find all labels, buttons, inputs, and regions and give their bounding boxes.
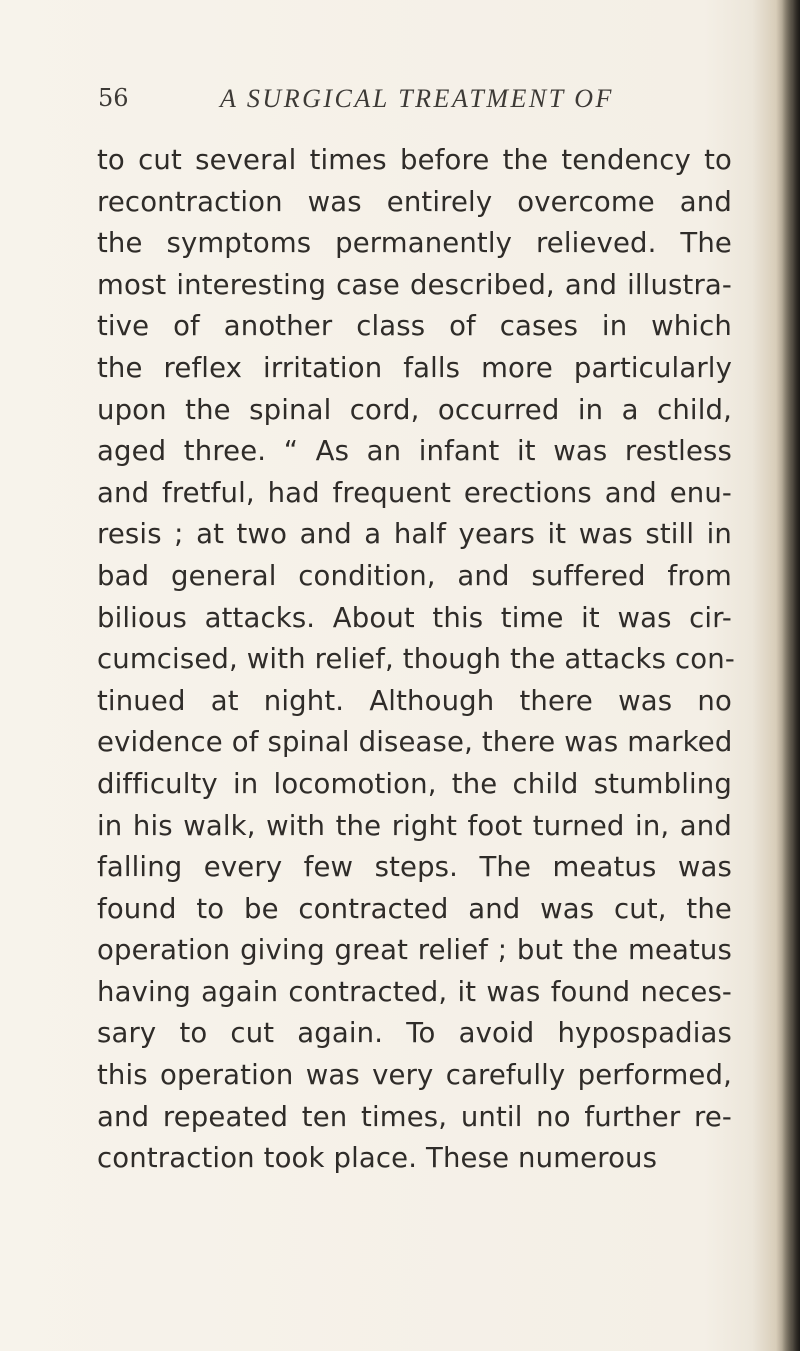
text-line: and fretful, had frequent erections and enu- — [97, 476, 732, 509]
text-line: and repeated ten times, until no further re- — [97, 1100, 732, 1133]
text-line: resis ; at two and a half years it was still in — [97, 518, 732, 551]
text-line: bad general condition, and suffered from — [97, 559, 732, 592]
page-number: 56 — [98, 84, 129, 112]
page-header — [0, 84, 800, 124]
text-line: found to be contracted and was cut, the — [97, 892, 732, 925]
text-line: this operation was very carefully performed, — [97, 1059, 732, 1092]
text-line: recontraction was entirely overcome and — [97, 185, 732, 218]
text-line: falling every few steps. The meatus was — [97, 851, 732, 884]
text-line: in his walk, with the right foot turned in, and — [97, 809, 732, 842]
page-edge-shadow — [782, 0, 800, 1351]
text-line: to cut several times before the tendency to — [97, 144, 732, 176]
text-line: sary to cut again. To avoid hypospadias — [97, 1017, 732, 1050]
text-line: most interesting case described, and illustra- — [97, 268, 732, 301]
text-line: aged three. “ As an infant it was restless — [97, 435, 732, 468]
text-line: cumcised, with relief, though the attacks con- — [97, 643, 735, 676]
text-line: evidence of spinal disease, there was marked — [97, 726, 733, 759]
text-line: the symptoms permanently relieved. The — [97, 227, 732, 260]
text-line: contraction took place. These numerous — [97, 1142, 658, 1175]
body-text — [97, 140, 735, 1180]
text-line: difficulty in locomotion, the child stumbling — [97, 767, 732, 800]
text-line: tinued at night. Although there was no — [97, 684, 732, 717]
text-line: tive of another class of cases in which — [97, 310, 732, 343]
text-line: upon the spinal cord, occurred in a child, — [97, 393, 732, 426]
text-line: bilious attacks. About this time it was cir- — [97, 601, 732, 634]
text-line: the reflex irritation falls more particularly — [97, 351, 732, 384]
text-line: having again contracted, it was found neces- — [97, 975, 732, 1008]
text-line: operation giving great relief ; but the meatus — [97, 934, 732, 967]
running-head: A SURGICAL TREATMENT OF — [220, 84, 614, 113]
